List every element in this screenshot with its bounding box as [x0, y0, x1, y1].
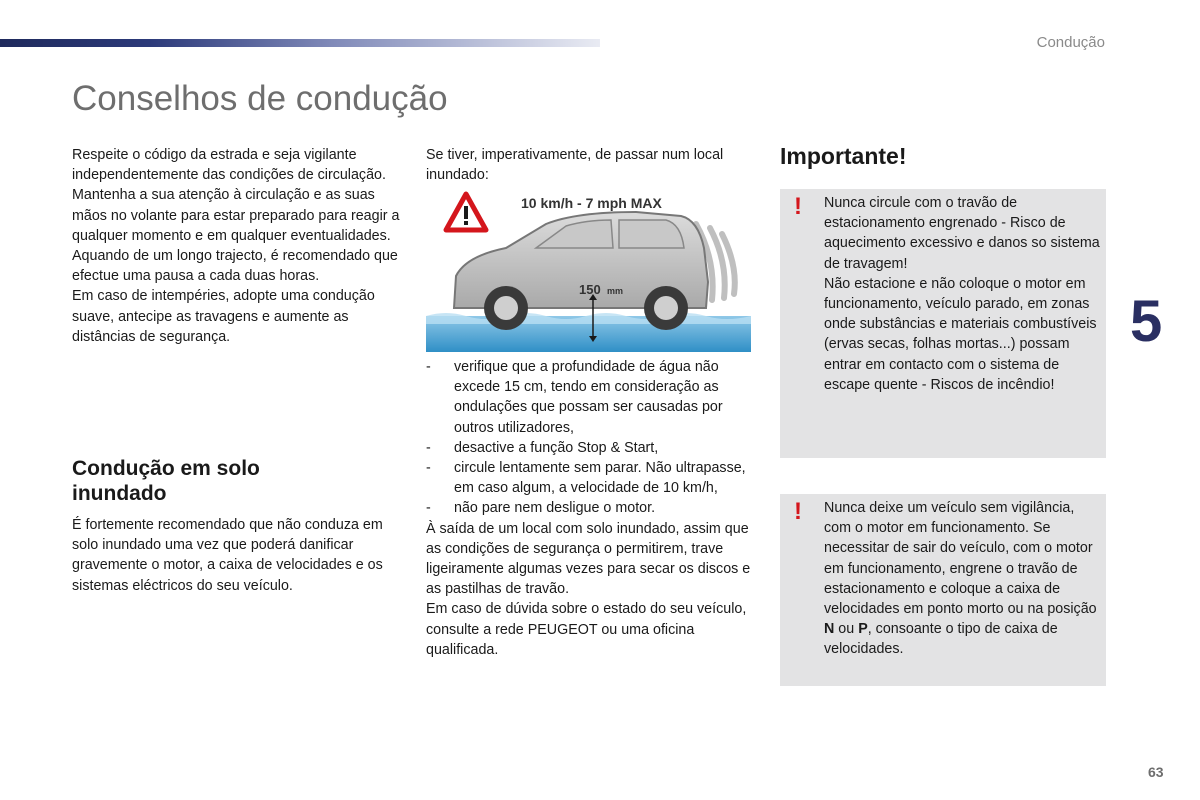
speed-limit-label: 10 km/h - 7 mph MAX — [521, 195, 662, 211]
warning-text — [824, 498, 1104, 660]
depth-label: 150 — [579, 282, 601, 297]
flood-intro — [426, 145, 751, 185]
list-item-text: verifique que a profundidade de água não excede 15 cm, tendo em consideração as ondulações que possam ser causadas por outros utilizadores, — [454, 359, 723, 436]
bullet-list — [426, 357, 751, 519]
after-flood-text: À saída de um local com solo inundado, assim que as condições de segurança o permitirem, trave ligeiramente algumas vezes para secar os discos e as pastilhas de travão. — [426, 520, 751, 598]
list-item-text: circule lentamente sem parar. Não ultrapasse, em caso algum, a velocidade de 10 km/h, — [454, 460, 746, 497]
intro-paragraph: Respeite o código da estrada e seja vigilante independentemente das condições de circulação. — [72, 147, 386, 184]
flood-instructions — [426, 357, 751, 660]
page-title: Conselhos de condução — [72, 79, 448, 118]
important-title: Importante! — [780, 143, 907, 169]
bullet-marker: - — [426, 439, 431, 456]
intro-paragraph: Mantenha a sua atenção à circulação e as suas mãos no volante para estar preparado para reagir a qualquer momento e em qualquer eventualidades. — [72, 187, 400, 244]
list-item — [426, 357, 751, 438]
gear-n-label: N — [824, 621, 835, 638]
depth-unit: mm — [607, 286, 624, 296]
flood-text: É fortemente recomendado que não conduza em solo inundado uma vez que poderá danificar gravemente o motor, a caixa de velocidades e os sistemas eléctricos do seu veículo. — [72, 517, 383, 594]
chapter-number: 5 — [1130, 289, 1163, 354]
warning-box — [780, 494, 1106, 686]
list-item — [426, 438, 751, 458]
warning-box — [780, 189, 1106, 458]
flood-illustration — [426, 190, 751, 352]
list-item-text: desactive a função Stop & Start, — [454, 439, 659, 456]
warning-text: Não estacione e não coloque o motor em funcionamento, veículo parado, em zonas onde substâncias e materiais combustíveis (ervas secas, folhas mortas...) possam entrar em contacto com o sistema de escape quente - Riscos de incêndio! — [824, 275, 1097, 393]
intro-paragraph: Aquando de um longo trajecto, é recomendado que efectue uma pausa a cada duas horas. — [72, 248, 398, 285]
bullet-marker: - — [426, 359, 431, 375]
page-number: 63 — [1148, 764, 1164, 780]
list-item — [426, 458, 751, 498]
gear-p-label: P — [858, 621, 868, 638]
bullet-marker: - — [426, 460, 431, 477]
list-item — [426, 498, 751, 518]
list-item-text: não pare nem desligue o motor. — [454, 500, 656, 517]
intro-paragraph: Em caso de intempéries, adopte uma condução suave, antecipe as travagens e aumente as distâncias de segurança. — [72, 288, 375, 345]
exclamation-icon: ! — [794, 193, 802, 220]
header-bar — [0, 39, 600, 47]
bullet-marker: - — [426, 500, 431, 517]
warning-text: Nunca circule com o travão de estacionamento engrenado - Risco de aquecimento excessivo e danos so sistema de travagem! — [824, 195, 1100, 272]
doubt-text: Em caso de dúvida sobre o estado do seu veículo, consulte a rede PEUGEOT ou uma oficina qualificada. — [426, 601, 747, 658]
warning-text-part: , consoante o tipo de caixa de velocidades. — [824, 621, 1058, 658]
flood-intro-text: Se tiver, imperativamente, de passar num local inundado: — [426, 147, 724, 184]
exclamation-icon: ! — [794, 498, 802, 525]
section-name: Condução — [1036, 34, 1105, 51]
warning-text-part: Nunca deixe um veículo sem vigilância, com o motor em funcionamento. Se necessitar de sair do veículo, com o motor em funcionamento, engrene o travão de estacionamento e coloque a caixa de velocidades em ponto morto ou na posição — [824, 500, 1097, 618]
warning-text-part: ou — [834, 621, 859, 638]
intro-text — [72, 145, 407, 347]
flood-heading: Condução em solo inundado — [72, 457, 260, 505]
